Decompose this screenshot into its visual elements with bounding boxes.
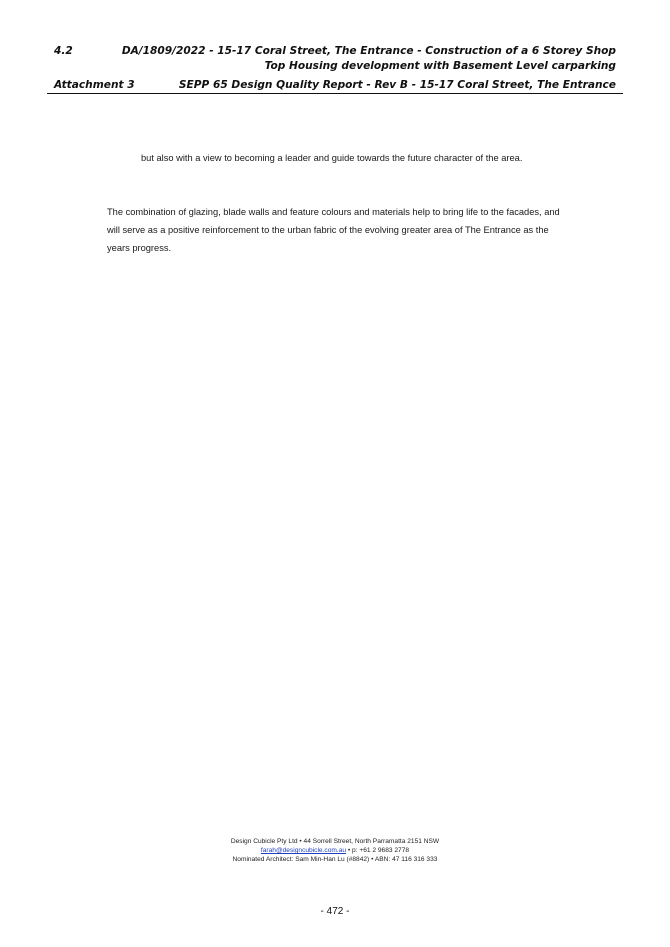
footer-contact [0,846,670,855]
header-divider [47,93,623,94]
footer-architect-abn: Nominated Architect: Sam Min-Han Lu (#8842) • ABN: 47 116 316 333 [232,856,438,863]
agenda-item-number: 4.2 [54,45,73,57]
attachment-label: Attachment 3 [54,79,135,91]
footer-company-address: Design Cubicle Pty Ltd • 44 Sorrell Street, North Parramatta 2151 NSW [230,838,440,845]
header-title-line2: Top Housing development with Basement Level carparking [264,60,616,72]
report-title: SEPP 65 Design Quality Report - Rev B - 15-17 Coral Street, The Entrance [178,79,616,91]
footer-phone: • p: +61 2 9683 2778 [346,847,410,854]
body-paragraph-1: but also with a view to becoming a leader and guide towards the future character of the area. [141,153,523,163]
body-paragraph-2: The combination of glazing, blade walls and feature colours and materials help to bring life to the facades, and will serve as a positive reinforcement to the urban fabric of the evolving greater area of The Entrance as the years progress. [107,207,560,253]
footer-email-link[interactable]: farah@designcubicle.com.au [260,847,347,854]
page-number: - 472 - [320,906,350,917]
header-title-line1: DA/1809/2022 - 15-17 Coral Street, The Entrance - Construction of a 6 Storey Shop [121,45,616,57]
